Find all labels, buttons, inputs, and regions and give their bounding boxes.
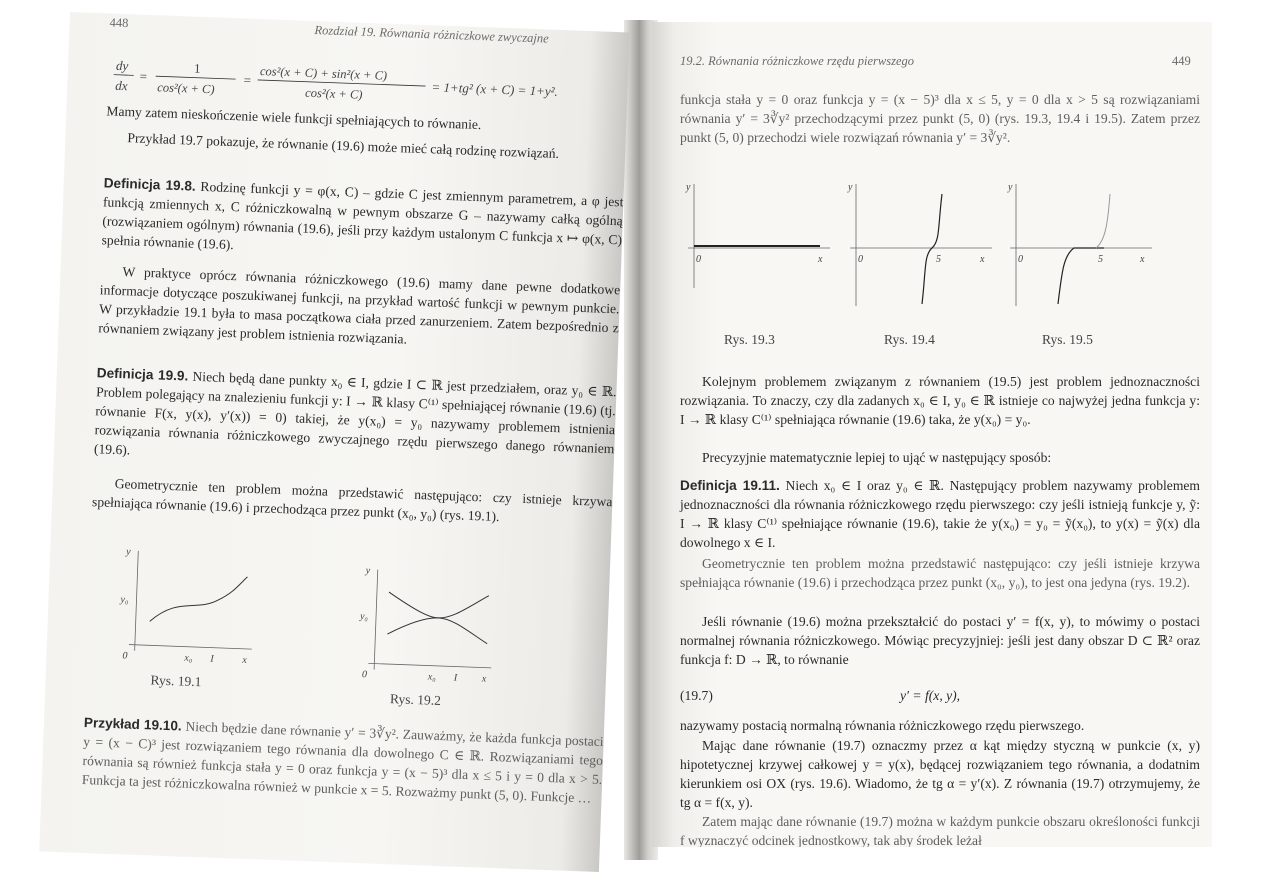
- fig2-y-label: y: [365, 565, 371, 577]
- figure-19-2-caption: Rys. 19.2: [389, 691, 442, 709]
- fig4-y-label: y: [848, 182, 853, 193]
- figure-19-5-caption: Rys. 19.5: [1042, 332, 1093, 347]
- figure-19-1-caption: Rys. 19.1: [150, 672, 202, 690]
- fig1-y-label: y: [126, 546, 131, 558]
- right-p3-text: Precyzyjnie matematycznie lepiej to ująć w następujący sposób:: [702, 450, 1052, 465]
- left-p4-text: Geometrycznie ten problem można przedstawić następująco: czy istnieje krzywa spełniająca równanie (19.6) i przechodząca przez punkt (x₀, y₀) (rys. 19.1).: [91, 475, 613, 525]
- fig3-y-label: y: [686, 182, 691, 193]
- eq-rhs: = 1+tg² (x + C) = 1+y².: [431, 79, 559, 99]
- left-page: [39, 12, 629, 872]
- right-running-header: 19.2. Równania różniczkowe rzędu pierwszego: [680, 54, 915, 68]
- fig5-y-label: y: [1008, 182, 1013, 193]
- fig1-x0-label: x₀: [184, 652, 193, 664]
- right-p2: [680, 372, 1200, 429]
- right-p6: [680, 716, 1200, 735]
- eq-frac2-den: cos²(x + C): [304, 85, 363, 102]
- figure-19-5: [1004, 180, 1154, 310]
- right-p5: [680, 612, 1200, 669]
- fig5-origin-label: 0: [1018, 254, 1023, 265]
- fig2-y0-label: y₀: [359, 611, 369, 623]
- ex-19-10-label: Przykład 19.10.: [83, 714, 183, 734]
- figure-19-3-caption: Rys. 19.3: [724, 332, 775, 347]
- left-p3-text: W praktyce oprócz równania różniczkowego (19.6) mamy dane pewne dodatkowe informacje dotyczące poszukiwanej funkcji, na przykład wartość funkcji w pewnym punkcie. W przykładzie 19.1 była to masa początkowa ciała przed zanurzeniem. Zatem bezpośrednio z równaniem związany jest problem istnienia rozwiązania.: [98, 264, 621, 347]
- right-p1: [680, 90, 1200, 147]
- right-p7: [680, 736, 1200, 812]
- right-p8: [680, 812, 1200, 847]
- ex-19-10-text: Niech będzie dane równanie y′ = 3∛y². Zauważmy, że każda funkcja postaci y = (x − C)³ jest rozwiązaniem tego równania dla dowolnego C ∈ ℝ. Rozwiązaniami tego równania są również funkcja stała y = 0 oraz funkcja y = (x − 5)³ dla x ≤ 5 i y = 0 dla x > 5. Funkcja ta jest różniczkowalna również w punkcie x = 5. Rozważmy punkt (5, 0). Funkcje …: [81, 718, 604, 806]
- example-19-10: [82, 713, 604, 808]
- left-p2-text: Przykład 19.7 pokazuje, że równanie (19.6) może mieć całą rodzinę rozwiązań.: [127, 130, 560, 162]
- figure-19-2-plot: [356, 563, 500, 688]
- fig1-origin-label: 0: [122, 650, 128, 662]
- fig2-x-label: x: [481, 673, 487, 685]
- left-page-number: 448: [109, 15, 129, 31]
- fig4-five-label: 5: [936, 254, 941, 265]
- fig5-five-label: 5: [1098, 254, 1103, 265]
- fig3-x-label: x: [818, 254, 823, 265]
- right-p6-text: nazywamy postacią normalną równania różniczkowego rzędu pierwszego.: [680, 718, 1085, 733]
- right-p2-text: Kolejnym problemem związanym z równaniem (19.5) jest problem jednoznaczności rozwiązania. To znaczy, czy dla zadanych x₀ ∈ I, y₀ ∈ ℝ istnieje co najwyżej jedna funkcja y: I → ℝ klasy C⁽¹⁾ spełniająca równanie (19.6) taka, że y(x₀) = y₀.: [680, 374, 1200, 427]
- figure-19-2: [356, 563, 500, 688]
- right-p7-text: Mając dane równanie (19.7) oznaczmy przez α kąt między styczną w punkcie (x, y) hipotetycznej krzywej całkowej y = y(x), będącej rozwiązaniem tego równania, a dodatnim kierunkiem osi OX (rys. 19.6). Wiadomo, że tg α = y′(x). Z równania (19.7) otrzymujemy, że tg α = f(x, y).: [680, 738, 1200, 810]
- figure-19-4: [844, 180, 994, 310]
- figure-19-4-plot: [844, 180, 994, 310]
- eq-frac1-num: 1: [193, 60, 201, 76]
- fig2-interval-label: I: [453, 672, 458, 684]
- figure-19-3-plot: [682, 180, 832, 292]
- fig4-x-label: x: [980, 254, 985, 265]
- definition-19-8: [101, 173, 623, 268]
- right-p4: [680, 554, 1200, 592]
- def-19-8-text: Rodzinę funkcji y = φ(x, C) – gdzie C jest zmiennym parametrem, a φ jest funkcją zmiennych x, C różniczkowalną w pewnym obszarze G – nazywamy całką ogólną (rozwiązaniem ogólnym) równania (19.6), jeśli przy każdym ustalonym C funkcja x ↦ φ(x, C) spełnia równanie (19.6).: [101, 178, 624, 253]
- right-p1-text: funkcja stała y = 0 oraz funkcja y = (x − 5)³ dla x ≤ 5, y = 0 dla x > 5 są rozwiązaniami równania y′ = 3∛y² przechodzącymi przez punkt (5, 0) (rys. 19.3, 19.4 i 19.5). Zatem przez punkt (5, 0) przechodzi wiele rozwiązań równania y′ = 3∛y².: [680, 92, 1200, 145]
- figure-19-3: [682, 180, 832, 292]
- definition-19-9: [94, 363, 617, 477]
- right-p8-text: Zatem mając dane równanie (19.7) można w każdym punkcie obszaru określoności funkcji f wyznaczyć odcinek jednostkowy, tak aby środek leżał: [680, 814, 1200, 847]
- def-19-9-text: Niech będą dane punkty x₀ ∈ I, gdzie I ⊂ ℝ jest przedziałem, oraz y₀ ∈ ℝ. Problem polegający na znalezieniu funkcji y: I → ℝ klasy C⁽¹⁾ spełniającej równanie (19.6) (tj. równanie F(x, y(x), y′(x)) = 0) takiej, że y(x₀) = y₀ nazywamy problemem istnienia rozwiązania równania różniczkowego zwyczajnego rzędu pierwszego danego równaniem (19.6).: [93, 368, 617, 458]
- eq-frac2-num: cos²(x + C) + sin²(x + C): [259, 64, 388, 83]
- right-p4-text: Geometrycznie ten problem można przedstawić następująco: czy jeśli istnieje krzywa spełniająca równanie (19.6) i przechodząca przez punkt (x₀, y₀), to jest ona jedyna (rys. 19.2).: [680, 556, 1200, 590]
- fig3-origin-label: 0: [696, 254, 701, 265]
- figure-19-5-plot: [1004, 180, 1154, 310]
- right-page: [652, 22, 1212, 847]
- figure-19-1-plot: [116, 544, 260, 669]
- def-19-8-label: Definicja 19.8.: [103, 175, 196, 194]
- fig2-x0-label: x₀: [427, 671, 436, 683]
- def-19-9-label: Definicja 19.9.: [96, 365, 189, 384]
- fig1-y0-label: y₀: [120, 594, 129, 606]
- eq-frac1-den: cos²(x + C): [157, 80, 215, 97]
- figure-19-4-caption: Rys. 19.4: [884, 332, 935, 347]
- equation-number: (19.7): [680, 688, 713, 703]
- svg-text:=: =: [243, 72, 252, 88]
- fig1-interval-label: I: [210, 653, 214, 665]
- def-19-11-label: Definicja 19.11.: [680, 478, 780, 493]
- figure-19-1: [116, 544, 260, 669]
- eq-dy: dy: [115, 57, 129, 74]
- right-p3: [680, 448, 1200, 467]
- equation-19-7: y′ = f(x, y),: [900, 688, 961, 703]
- fig5-x-label: x: [1140, 254, 1145, 265]
- right-page-number: 449: [1172, 54, 1191, 68]
- left-p1-text: Mamy zatem nieskończenie wiele funkcji spełniających to równanie.: [106, 103, 482, 133]
- definition-19-11: [680, 476, 1200, 552]
- left-p3: [98, 261, 620, 356]
- left-running-header: Rozdział 19. Równania różniczkowe zwyczajne: [314, 22, 549, 46]
- fig4-origin-label: 0: [858, 254, 863, 265]
- left-p4: [92, 473, 613, 530]
- eq-dx: dx: [115, 77, 128, 94]
- def-19-11-text: Niech x₀ ∈ I oraz y₀ ∈ ℝ. Następujący problem nazywamy problemem jednoznaczności dla równania różniczkowego rzędu pierwszego: czy jeśli istnieją funkcje y, ỹ: I → ℝ klasy C⁽¹⁾ spełniające równanie (19.6), takie że y(x₀) = y₀ = ỹ(x₀), to y(x) = ỹ(x) dla dowolnego x ∈ I.: [680, 478, 1201, 550]
- fig1-x-label: x: [242, 654, 248, 666]
- right-p5-text: Jeśli równanie (19.6) można przekształcić do postaci y′ = f(x, y), to mówimy o postaci normalnej równania różniczkowego. Mówiąc precyzyjniej: jeśli jest dany obszar D ⊂ ℝ² oraz funkcja f: D → ℝ, to równanie: [680, 614, 1200, 667]
- fig2-origin-label: 0: [361, 669, 368, 681]
- svg-text:=: =: [139, 68, 148, 84]
